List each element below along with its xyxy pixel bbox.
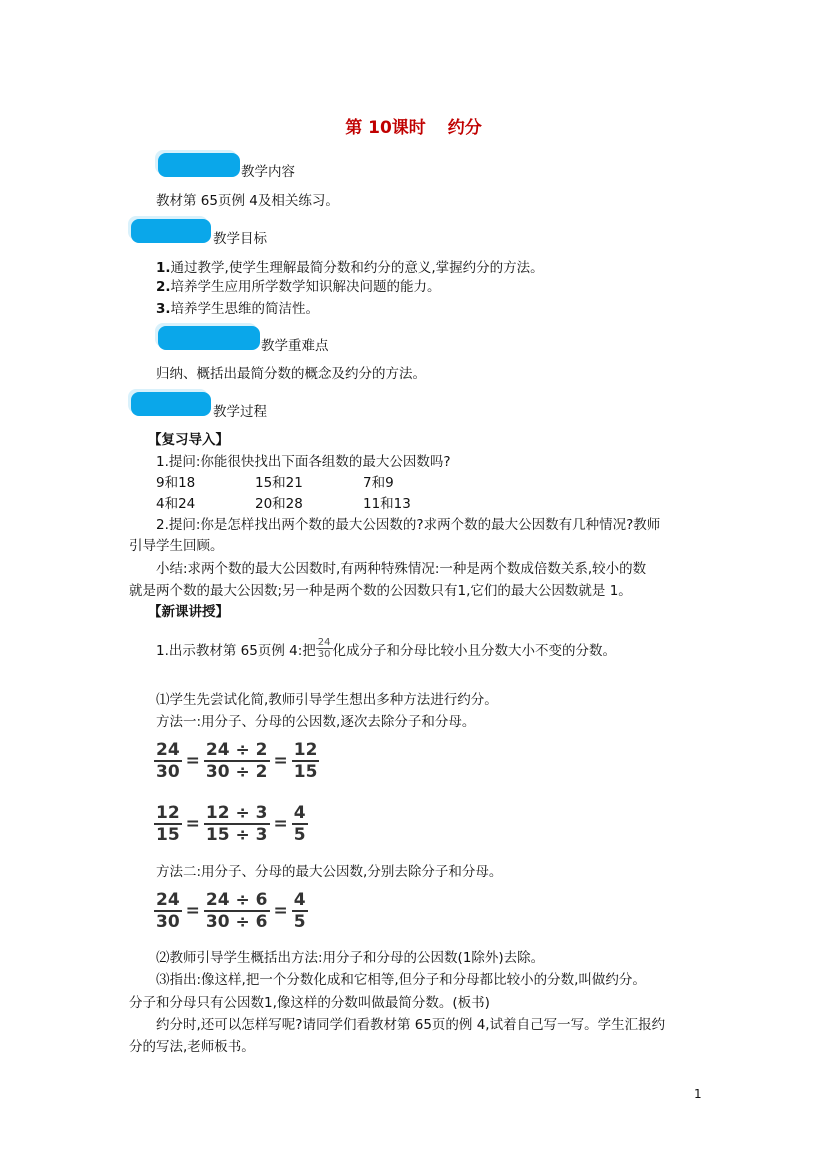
fraction: $\frac{24 \div 2}{30 \div 2}$: [205, 740, 268, 782]
lesson-topic: 约分: [447, 118, 482, 138]
pair-item: 15和21: [255, 475, 303, 491]
section-badge: [158, 326, 260, 350]
lesson-number: 第 10课时: [345, 118, 426, 138]
section-heading-content: 教学内容: [241, 164, 295, 180]
pair-item: 11和13: [363, 496, 411, 512]
fraction: $\frac{24}{30}$: [156, 890, 180, 932]
step-1: ⑴学生先尝试化简,教师引导学生想出多种方法进行约分。: [156, 692, 498, 708]
example-item: 1.出示教材第 65页例 4:把 $\frac{24}{30}$ 化成分子和分母比较小且分数大小不变的分数。: [156, 637, 617, 660]
goal-item: 2.培养学生应用所学数学知识解决问题的能力。: [156, 279, 441, 295]
fraction: $\frac{24}{30}$: [156, 740, 180, 782]
fraction: $\frac{4}{5}$: [293, 890, 306, 932]
step-3: ⑶指出:像这样,把一个分数化成和它相等,但分子和分母都比较小的分数,叫做约分。: [156, 972, 646, 988]
equation-3: $\frac{24}{30}$ = $\frac{24 \div 6}{30 \div 6}$ = $\frac{4}{5}$: [156, 890, 306, 932]
section-badge: [131, 392, 211, 416]
step-2: ⑵教师引导学生概括出方法:用分子和分母的公因数(1除外)去除。: [156, 950, 545, 966]
pair-item: 7和9: [363, 475, 394, 491]
review-question-2-cont: 引导学生回顾。: [129, 538, 224, 554]
page-number: 1: [694, 1087, 702, 1101]
fraction: $\frac{24 \div 6}{30 \div 6}$: [205, 890, 268, 932]
pair-item: 4和24: [156, 496, 196, 512]
content-text: 教材第 65页例 4及相关练习。: [156, 193, 339, 209]
new-lesson-heading: 【新课讲授】: [148, 604, 229, 620]
method-1: 方法一:用分子、分母的公因数,逐次去除分子和分母。: [156, 714, 476, 730]
goal-item: 3.培养学生思维的简洁性。: [156, 301, 320, 317]
section-badge: [158, 153, 240, 177]
equation-2: $\frac{12}{15}$ = $\frac{12 \div 3}{15 \div 3}$ = $\frac{4}{5}$: [156, 803, 306, 845]
closing-text-cont: 分的写法,老师板书。: [129, 1039, 255, 1055]
goal-item: 1.通过教学,使学生理解最简分数和约分的意义,掌握约分的方法。: [156, 260, 544, 276]
summary-text: 小结:求两个数的最大公因数时,有两种特殊情况:一种是两个数成倍数关系,较小的数: [156, 561, 647, 577]
fraction: $\frac{12}{15}$: [156, 803, 180, 845]
key-text: 归纳、概括出最简分数的概念及约分的方法。: [156, 366, 426, 382]
review-heading: 【复习导入】: [148, 432, 229, 448]
pair-item: 20和28: [255, 496, 303, 512]
summary-text-cont: 就是两个数的最大公因数;另一种是两个数的公因数只有1,它们的最大公因数就是 1。: [129, 583, 632, 599]
pair-item: 9和18: [156, 475, 196, 491]
fraction: $\frac{12}{15}$: [293, 740, 318, 782]
section-badge: [131, 219, 211, 243]
fraction: $\frac{4}{5}$: [293, 803, 306, 845]
section-heading-goals: 教学目标: [213, 231, 267, 247]
method-2: 方法二:用分子、分母的最大公因数,分别去除分子和分母。: [156, 864, 503, 880]
section-heading-process: 教学过程: [213, 404, 267, 420]
review-question-1: 1.提问:你能很快找出下面各组数的最大公因数吗?: [156, 454, 451, 470]
review-question-2: 2.提问:你是怎样找出两个数的最大公因数的?求两个数的最大公因数有几种情况?教师: [156, 517, 661, 533]
step-3-cont: 分子和分母只有公因数1,像这样的分数叫做最简分数。(板书): [129, 995, 490, 1011]
page-title: [0, 113, 827, 138]
equation-1: $\frac{24}{30}$ = $\frac{24 \div 2}{30 \div 2}$ = $\frac{12}{15}$: [156, 740, 318, 782]
inline-fraction: $\frac{24}{30}$: [317, 637, 331, 660]
closing-text: 约分时,还可以怎样写呢?请同学们看教材第 65页的例 4,试着自己写一写。学生汇报约: [156, 1017, 666, 1033]
section-heading-key: 教学重难点: [261, 338, 329, 354]
fraction: $\frac{12 \div 3}{15 \div 3}$: [205, 803, 268, 845]
